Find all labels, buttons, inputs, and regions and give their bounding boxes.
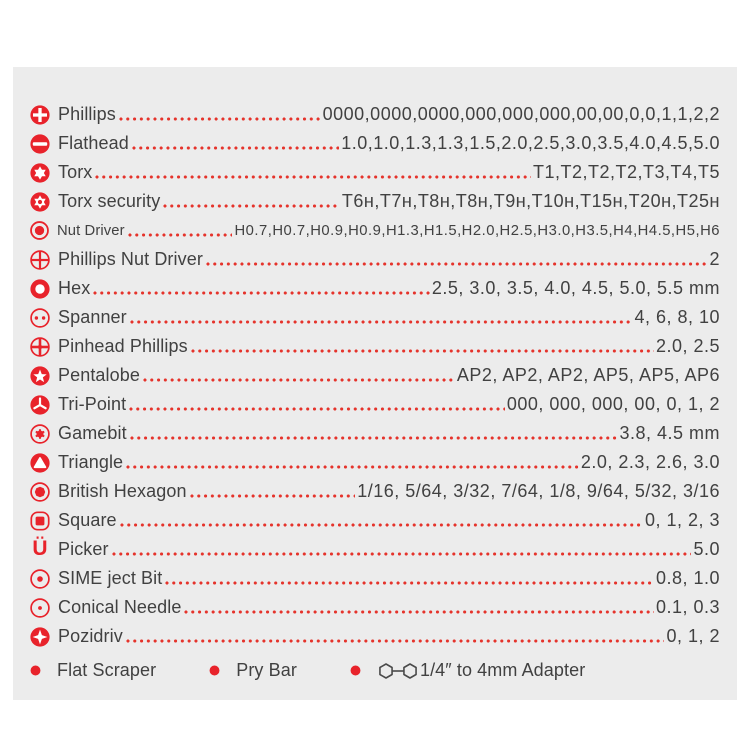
bit-type-label: Phillips xyxy=(58,104,116,124)
dotted-leader xyxy=(128,233,233,237)
spec-row xyxy=(30,245,720,274)
bit-sizes-value: 0.8, 1.0 xyxy=(655,568,720,588)
dotted-leader xyxy=(93,291,430,295)
dotted-leader xyxy=(132,146,339,150)
dotted-leader xyxy=(95,175,531,179)
spec-row xyxy=(30,419,720,448)
bit-sizes-value: 1/16, 5/64, 3/32, 7/64, 1/8, 9/64, 5/32, 3/16 xyxy=(357,481,720,501)
footer-item xyxy=(209,660,297,681)
spec-row xyxy=(30,506,720,535)
dotted-leader xyxy=(120,523,643,527)
bit-type-label: Hex xyxy=(58,278,91,298)
bit-type-label: Pentalobe xyxy=(58,365,140,385)
bit-type-label: Triangle xyxy=(58,452,124,472)
bullet-icon xyxy=(209,665,220,676)
bit-sizes-value: 0.1, 0.3 xyxy=(655,597,720,617)
footer-item xyxy=(30,660,156,681)
bullet-icon xyxy=(30,665,41,676)
bit-sizes-value: 5.0 xyxy=(693,539,720,559)
pentalobe-icon xyxy=(30,366,50,386)
bit-type-label: Pozidriv xyxy=(58,626,123,646)
dotted-leader xyxy=(143,378,455,382)
bit-sizes-value: T6ʜ,T7ʜ,T8ʜ,T8ʜ,T9ʜ,T10ʜ,T15ʜ,T20ʜ,T25ʜ xyxy=(341,191,720,211)
bit-type-label: Pinhead Phillips xyxy=(58,336,188,356)
adapter-hex-link-icon xyxy=(377,661,419,681)
dotted-leader xyxy=(126,639,665,643)
spec-row xyxy=(30,593,720,622)
dotted-leader xyxy=(184,610,653,614)
spec-row xyxy=(30,535,720,564)
bit-sizes-value: 4, 6, 8, 10 xyxy=(634,307,720,327)
bit-type-label: Nut Driver xyxy=(57,222,125,239)
dotted-leader xyxy=(191,349,654,353)
bit-type-label: Flathead xyxy=(58,133,129,153)
bit-type-label: Picker xyxy=(58,539,109,559)
picker-icon: Ü xyxy=(32,536,48,560)
spec-rows xyxy=(30,100,720,651)
bit-sizes-value: 2 xyxy=(709,249,720,269)
footer-item xyxy=(350,660,585,681)
pinhead-phillips-icon xyxy=(30,337,50,357)
bit-type-label: British Hexagon xyxy=(58,481,187,501)
spec-row xyxy=(30,332,720,361)
bit-type-label: Tri-Point xyxy=(58,394,127,414)
hex-icon xyxy=(30,279,50,299)
dotted-leader xyxy=(130,320,633,324)
torx-security-icon xyxy=(30,192,50,212)
footer-item-label: Flat Scraper xyxy=(57,660,157,680)
spec-row xyxy=(30,129,720,158)
spec-row xyxy=(30,216,720,245)
bit-sizes-value: 0000,0000,0000,000,000,000,00,00,0,0,1,1,2,2 xyxy=(322,104,720,124)
bit-type-label: Phillips Nut Driver xyxy=(58,249,203,269)
bit-sizes-value: 2.5, 3.0, 3.5, 4.0, 4.5, 5.0, 5.5 mm xyxy=(431,278,720,298)
bit-sizes-value: H0.7,H0.7,H0.9,H0.9,H1.3,H1.5,H2.0,H2.5,H3.0,H3.5,H4,H4.5,H5,H6 xyxy=(234,222,720,239)
bit-sizes-value: 3.8, 4.5 mm xyxy=(619,423,720,443)
torx-icon xyxy=(30,163,50,183)
pozidriv-icon xyxy=(30,627,50,647)
phillips-nut-driver-icon xyxy=(30,250,50,270)
sim-eject-icon xyxy=(30,569,50,589)
spec-panel xyxy=(13,67,737,700)
british-hexagon-icon xyxy=(30,482,50,502)
dotted-leader xyxy=(163,204,340,208)
bit-type-label: Torx xyxy=(58,162,93,182)
footer-item-label: 1/4″ to 4mm Adapter xyxy=(419,660,586,680)
bit-sizes-value: 000, 000, 000, 00, 0, 1, 2 xyxy=(506,394,720,414)
bit-sizes-value: T1,T2,T2,T2,T3,T4,T5 xyxy=(532,162,720,182)
spec-row xyxy=(30,158,720,187)
dotted-leader xyxy=(119,117,321,121)
spec-row xyxy=(30,100,720,129)
spec-row xyxy=(30,390,720,419)
bit-sizes-value: 0, 1, 2, 3 xyxy=(644,510,720,530)
spec-row xyxy=(30,187,720,216)
dotted-leader xyxy=(190,494,356,498)
bit-type-label: Conical Needle xyxy=(58,597,182,617)
dotted-leader xyxy=(112,552,692,556)
bit-sizes-value: 2.0, 2.3, 2.6, 3.0 xyxy=(580,452,720,472)
flathead-icon xyxy=(30,134,50,154)
dotted-leader xyxy=(129,407,505,411)
phillips-icon xyxy=(30,105,50,125)
dotted-leader xyxy=(130,436,618,440)
tri-point-icon xyxy=(30,395,50,415)
square-icon xyxy=(30,511,50,531)
bit-sizes-value: 0, 1, 2 xyxy=(666,626,720,646)
bit-type-label: Gamebit xyxy=(58,423,127,443)
gamebit-icon xyxy=(30,424,50,444)
bit-sizes-value: 2.0, 2.5 xyxy=(655,336,720,356)
spec-row xyxy=(30,303,720,332)
spanner-icon xyxy=(30,308,50,328)
spec-row xyxy=(30,622,720,651)
triangle-icon xyxy=(30,453,50,473)
footer-item-label: Pry Bar xyxy=(236,660,297,680)
spec-row xyxy=(30,448,720,477)
spec-row xyxy=(30,274,720,303)
nut-driver-icon xyxy=(30,221,49,240)
dotted-leader xyxy=(126,465,579,469)
bit-type-label: Spanner xyxy=(58,307,127,327)
spec-row xyxy=(30,361,720,390)
spec-row xyxy=(30,564,720,593)
conical-needle-icon xyxy=(30,598,50,618)
bit-type-label: Square xyxy=(58,510,117,530)
bit-type-label: Torx security xyxy=(58,191,161,211)
bit-sizes-value: AP2, AP2, AP2, AP5, AP5, AP6 xyxy=(456,365,720,385)
bit-type-label: SIME ject Bit xyxy=(58,568,163,588)
footer-row xyxy=(30,656,720,685)
bit-sizes-value: 1.0,1.0,1.3,1.3,1.5,2.0,2.5,3.0,3.5,4.0,4.5,5.0 xyxy=(341,133,720,153)
spec-row xyxy=(30,477,720,506)
dotted-leader xyxy=(165,581,654,585)
bullet-icon xyxy=(350,665,361,676)
dotted-leader xyxy=(206,262,708,266)
